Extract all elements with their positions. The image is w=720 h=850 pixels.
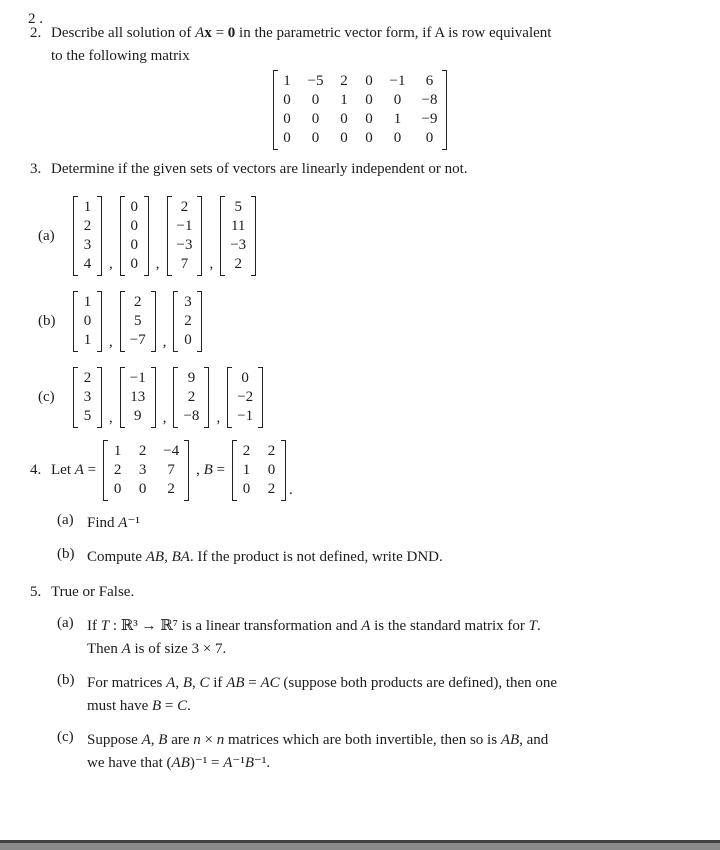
- matrix-cell: 9: [133, 408, 142, 424]
- matrix-cell: −8: [421, 92, 438, 108]
- problem-5: [30, 581, 690, 775]
- matrix-cell: −3: [230, 237, 247, 253]
- matrix-cell: 2: [267, 443, 276, 459]
- right-bracket: [442, 70, 447, 150]
- bottom-bar: [0, 840, 720, 850]
- problem-3-statement: [30, 158, 690, 181]
- problem-4-period: .: [289, 482, 293, 498]
- problem-4: [30, 440, 690, 569]
- column-vector: [73, 196, 102, 276]
- problem-2: [30, 22, 690, 150]
- problem-3-part-b: [38, 291, 690, 352]
- right-bracket: [97, 367, 102, 428]
- matrix-cell: 0: [340, 111, 348, 127]
- matrix-cell: 0: [311, 111, 320, 127]
- column-vector: [73, 291, 102, 352]
- matrix-cell: −4: [163, 443, 180, 459]
- right-bracket: [97, 291, 102, 352]
- matrix-cell: 9: [187, 370, 196, 386]
- document-body: [0, 22, 720, 775]
- matrix-cell: 0: [130, 256, 138, 272]
- part-a-text: [87, 512, 690, 535]
- problem-2-text: [51, 22, 690, 68]
- matrix-cell: 0: [242, 481, 251, 497]
- matrix-cell: −8: [183, 408, 200, 424]
- matrix-cell: −3: [176, 237, 193, 253]
- matrix-cell: 1: [113, 443, 122, 459]
- problem-5-part-b: [57, 672, 690, 718]
- text-line: to the following matrix: [51, 48, 190, 64]
- problem-4-statement: [30, 440, 690, 501]
- matrix-cell: 0: [365, 73, 373, 89]
- part-c-label: (c): [38, 389, 55, 405]
- column-vector: [73, 367, 102, 428]
- matrix-cell: 2: [113, 462, 122, 478]
- comma-separator: ,: [209, 255, 214, 272]
- matrix-cell: 2: [340, 73, 348, 89]
- part-b-label: (b): [57, 546, 75, 562]
- matrix-cell: 0: [283, 111, 291, 127]
- right-bracket: [184, 440, 189, 501]
- right-bracket: [197, 291, 202, 352]
- matrix-cell: 7: [180, 256, 189, 272]
- matrix-cell: −9: [421, 111, 438, 127]
- matrix-cell: 0: [130, 218, 138, 234]
- part-a-text: [87, 615, 690, 661]
- matrix-cells: [237, 440, 281, 501]
- matrix-cells: [125, 196, 144, 276]
- matrix-cell: 7: [167, 462, 175, 478]
- matrix-cell: 0: [365, 111, 373, 127]
- column-vector: [167, 196, 203, 276]
- matrix-cell: 2: [234, 256, 242, 272]
- matrix-cell: 0: [184, 332, 192, 348]
- comma-separator: ,: [109, 334, 113, 350]
- right-bracket: [251, 196, 256, 276]
- matrix-cell: −1: [237, 408, 254, 424]
- matrix-cell: 0: [283, 130, 291, 146]
- part-b-label: (b): [38, 313, 56, 329]
- text-line: Suppose A, B are n × n matrices which are both invertible, then so is AB, and: [87, 732, 549, 748]
- problem-3-part-a: [38, 196, 690, 276]
- matrix-cell: 2: [133, 294, 142, 310]
- part-b-vector-set: [73, 291, 202, 352]
- matrix-cell: 0: [340, 130, 348, 146]
- text-line: For matrices A, B, C if AB = AC (suppose both products are defined), then one: [87, 675, 558, 691]
- matrix-cell: 2: [180, 199, 189, 215]
- matrix-cell: 0: [393, 130, 402, 146]
- matrix-cell: 2: [187, 389, 196, 405]
- problem-2-matrix: [273, 70, 448, 150]
- matrix-cell: 1: [242, 462, 251, 478]
- cut-off-line-fragment: [28, 11, 108, 28]
- problem-5-part-a: [57, 615, 690, 661]
- matrix-cell: 0: [283, 92, 291, 108]
- matrix-cell: 1: [283, 73, 291, 89]
- cut-off-text: 2 .: [28, 11, 43, 27]
- column-vector: [120, 367, 156, 428]
- problem-4-number: 4.: [30, 462, 42, 478]
- part-a-label: (a): [57, 615, 74, 631]
- matrix-cell: 5: [234, 199, 242, 215]
- text-line: If T : ℝ³ → ℝ⁷ is a linear transformation and A is the standard matrix for T.: [87, 618, 541, 634]
- matrix-cells: [125, 367, 151, 428]
- part-c-text: [87, 729, 690, 775]
- column-vector: [120, 196, 149, 276]
- right-bracket: [144, 196, 149, 276]
- problem-5-title: [51, 581, 690, 604]
- right-bracket: [151, 291, 156, 352]
- right-bracket: [204, 367, 209, 428]
- matrix-cell: 0: [365, 130, 373, 146]
- matrix-cell: 0: [393, 92, 402, 108]
- right-bracket: [258, 367, 263, 428]
- text-line: must have B = C.: [87, 698, 191, 714]
- problem-4-part-a: [57, 512, 690, 535]
- problem-4-pre-text: Let A =: [51, 462, 97, 478]
- comma-separator: ,: [216, 410, 221, 426]
- matrix-cell: 0: [311, 130, 320, 146]
- problem-3-title-text: Determine if the given sets of vectors are linearly independent or not.: [51, 161, 468, 177]
- part-a-label: (a): [38, 227, 55, 244]
- problem-4-part-b: [57, 546, 690, 569]
- problem-3-title: [51, 158, 690, 181]
- text-line: we have that (AB)⁻¹ = A⁻¹B⁻¹.: [87, 755, 271, 771]
- matrix-cell: 3: [83, 389, 92, 405]
- bottom-bar-body: [0, 843, 720, 850]
- part-c-label: (c): [57, 729, 74, 745]
- problem-3: [30, 158, 690, 428]
- matrix-cell: 0: [365, 92, 373, 108]
- matrix-cell: 1: [340, 92, 348, 108]
- column-vector: [120, 291, 156, 352]
- matrix-cell: 3: [184, 294, 192, 310]
- matrix-cell: 0: [425, 130, 434, 146]
- matrix-cells: [278, 70, 443, 150]
- text-line: Compute AB, BA. If the product is not defined, write DND.: [87, 549, 443, 565]
- column-vector: [227, 367, 263, 428]
- matrix-cell: 13: [130, 389, 146, 405]
- problem-4-mid-text: , B =: [196, 462, 225, 478]
- matrix-cells: [172, 196, 198, 276]
- column-vector: [173, 367, 209, 428]
- matrix-cell: 2: [138, 443, 147, 459]
- problem-5-number: 5.: [30, 584, 42, 600]
- matrix-cell: 5: [133, 313, 142, 329]
- right-bracket: [151, 367, 156, 428]
- matrix-cell: 1: [83, 199, 92, 215]
- matrix-cell: 0: [267, 462, 276, 478]
- matrix-cell: 2: [267, 481, 276, 497]
- problem-5-statement: [30, 581, 690, 604]
- matrix-cell: 0: [138, 481, 147, 497]
- problem-2-matrix-row: [30, 70, 690, 150]
- matrix-cell: 2: [83, 370, 92, 386]
- matrix-cell: 0: [311, 92, 320, 108]
- matrix-cell: 1: [83, 294, 92, 310]
- matrix-cell: 0: [83, 313, 92, 329]
- matrix-cell: 0: [130, 199, 138, 215]
- comma-separator: ,: [162, 410, 167, 426]
- part-a-label: (a): [57, 512, 74, 528]
- part-b-label: (b): [57, 672, 75, 688]
- matrix-cell: 3: [138, 462, 147, 478]
- matrix-cell: 0: [241, 370, 249, 386]
- right-bracket: [97, 196, 102, 276]
- comma-separator: ,: [162, 334, 167, 350]
- column-vector: [173, 291, 202, 352]
- column-vector: [220, 196, 256, 276]
- matrix-cell: 1: [83, 332, 92, 348]
- matrix-cells: [78, 196, 97, 276]
- text-line: Describe all solution of Ax = 0 in the parametric vector form, if A is row equivalent: [51, 25, 552, 41]
- matrix-cell: 2: [242, 443, 251, 459]
- matrix-cell: 0: [113, 481, 122, 497]
- matrix-cell: −5: [307, 73, 324, 89]
- matrix-cell: 2: [83, 218, 92, 234]
- matrix-cells: [78, 367, 97, 428]
- part-a-vector-set: [73, 196, 256, 276]
- matrix-cell: 3: [83, 237, 92, 253]
- problem-3-part-c: [38, 367, 690, 428]
- matrix-cell: −7: [129, 332, 146, 348]
- problem-2-number: 2.: [30, 25, 42, 41]
- matrix-cells: [178, 367, 204, 428]
- matrix-cells: [178, 291, 197, 352]
- matrix-cell: 1: [393, 111, 402, 127]
- problem-2-statement: [30, 22, 690, 68]
- matrix-cell: 11: [230, 218, 246, 234]
- part-c-vector-set: [73, 367, 263, 428]
- text-line: Then A is of size 3 × 7.: [87, 641, 227, 657]
- matrix-cell: 0: [130, 237, 138, 253]
- problem-3-number: 3.: [30, 161, 42, 177]
- part-b-text: [87, 672, 690, 718]
- right-bracket: [197, 196, 202, 276]
- matrix-cell: −1: [389, 73, 406, 89]
- matrix-cells: [78, 291, 97, 352]
- matrix-A: [103, 440, 189, 501]
- matrix-cell: −2: [237, 389, 254, 405]
- comma-separator: ,: [109, 255, 113, 272]
- matrix-cell: 2: [184, 313, 192, 329]
- matrix-cell: −1: [176, 218, 193, 234]
- text-line: Find A⁻¹: [87, 515, 140, 531]
- matrix-cells: [225, 196, 251, 276]
- matrix-cell: −1: [129, 370, 146, 386]
- problem-5-part-c: [57, 729, 690, 775]
- problem-5-title-text: True or False.: [51, 584, 135, 600]
- matrix-cells: [125, 291, 151, 352]
- comma-separator: ,: [155, 255, 160, 272]
- matrix-cell: 5: [83, 408, 92, 424]
- matrix-cell: 4: [83, 256, 92, 272]
- part-b-text: [87, 546, 690, 569]
- matrix-cell: 2: [167, 481, 175, 497]
- matrix-B: [232, 440, 286, 501]
- matrix-cells: [232, 367, 258, 428]
- right-bracket: [281, 440, 286, 501]
- matrix-cells: [108, 440, 184, 501]
- matrix-cell: 6: [425, 73, 434, 89]
- comma-separator: ,: [109, 410, 113, 426]
